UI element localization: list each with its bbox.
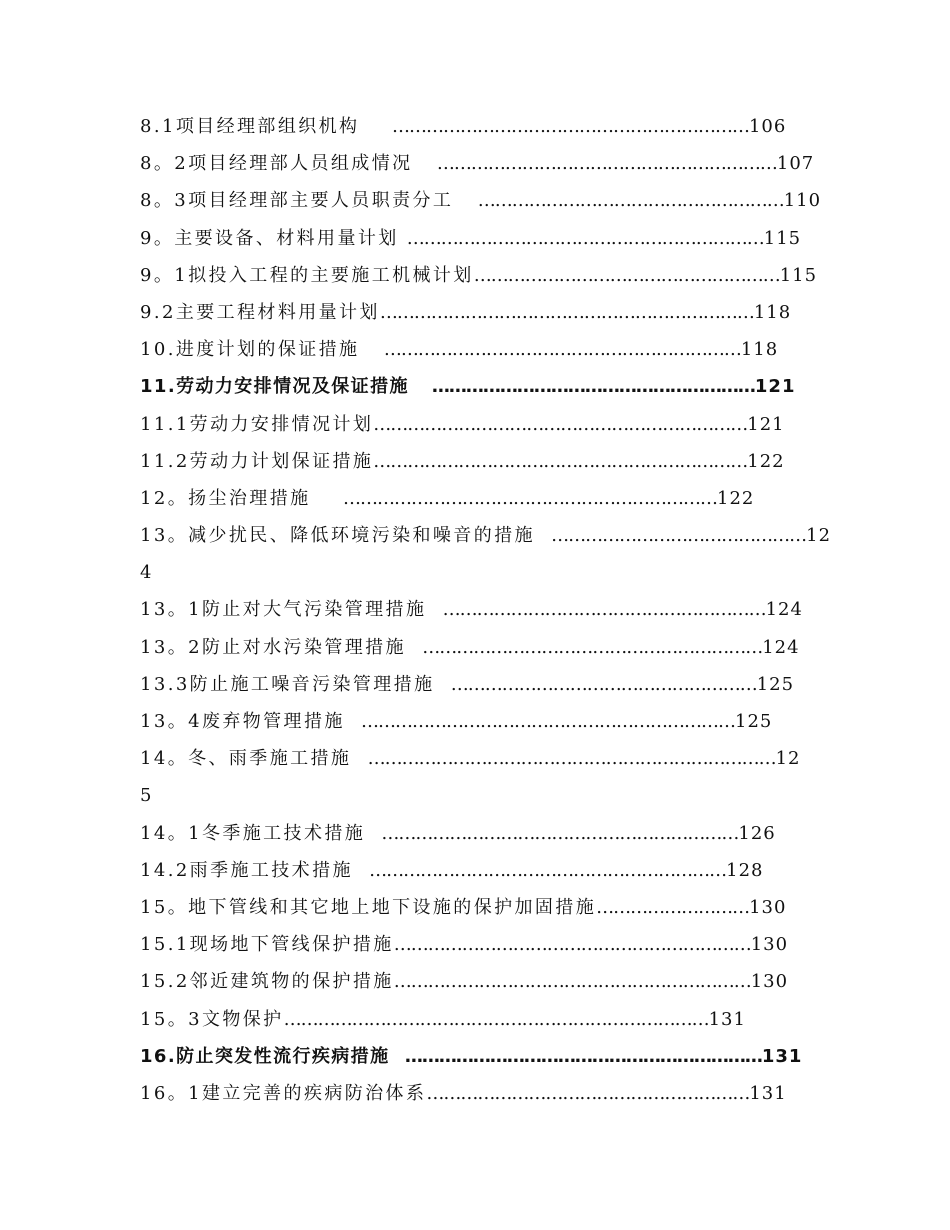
toc-entry-title: 13.3防止施工噪音污染管理措施 [140,673,435,695]
toc-entry-page-number: 12 [775,748,801,770]
toc-entry[interactable] [140,852,840,889]
toc-entry[interactable] [140,889,840,926]
toc-entry-gap [359,339,383,360]
toc-entry-page-number: 130 [749,896,787,918]
toc-entry-leader-dots: ……………………………………………………… [381,822,739,844]
toc-entry-leader-dots: ……………………… [596,896,750,918]
toc-entry-leader-dots: ………………………………………………………… [373,450,748,472]
toc-entry-page-number: 122 [717,487,755,509]
toc-entry-page-number: 115 [779,264,818,286]
toc-entry-title: 8。2项目经理部人员组成情况 [140,153,413,175]
toc-entry-page-number: 118 [753,301,792,323]
toc-entry[interactable] [140,591,840,628]
toc-entry-page-number: 131 [708,1008,746,1030]
toc-entry-gap [359,116,392,137]
toc-entry-page-number: 110 [783,190,822,212]
toc-entry-leader-dots: ……………………………………………………… [369,859,727,881]
toc-entry[interactable] [140,554,840,591]
toc-entry-title: 9。主要设备、材料用量计划 [140,227,399,249]
toc-entry-page-number: 131 [761,1045,803,1067]
toc-entry[interactable] [140,294,840,331]
toc-entry[interactable] [140,740,840,777]
toc-entry-leader-dots: ……………………………………………………… [393,934,751,956]
toc-entry-page-number: 126 [738,822,776,844]
toc-entry-title: 13。减少扰民、降低环境污染和噪音的措施 [140,525,535,547]
toc-entry-page-number: 130 [750,934,789,956]
toc-entry-leader-dots: ……………………………………………… [450,673,757,695]
toc-entry[interactable] [140,517,840,554]
toc-entry[interactable] [140,1038,840,1075]
toc-entry[interactable] [140,406,840,443]
toc-entry-title: 8。3项目经理部主要人员职责分工 [140,190,454,212]
toc-entry-gap [406,637,422,658]
toc-entry-page-number: 125 [756,673,795,695]
toc-entry-leader-dots: ………………………………………………… [431,376,755,398]
toc-entry-leader-dots: …………………………………………………… [422,636,763,658]
toc-entry-leader-dots: ………………………………………………………… [373,413,748,435]
toc-entry-page-number: 107 [776,153,815,175]
toc-entry-page-number: 12 [806,525,832,547]
toc-entry[interactable] [140,182,840,219]
toc-entry-gap [409,376,432,397]
toc-entry[interactable] [140,108,840,145]
toc-entry[interactable] [140,703,840,740]
toc-entry-title: 14.2雨季施工技术措施 [140,859,353,881]
toc-entry-leader-dots: ………………………………………………………… [343,487,718,509]
toc-entry-title: 15.1现场地下管线保护措施 [140,934,394,956]
toc-entry-title: 15。3文物保护 [140,1008,284,1030]
toc-entry-title: 13。4废弃物管理措施 [140,711,345,732]
toc-entry-leader-dots: ……………………………………………… [477,190,784,212]
toc-entry-title: 16.防止突发性流行疾病措施 [140,1045,390,1067]
toc-entry[interactable] [140,629,840,666]
toc-entry-page-number: 128 [726,859,764,881]
toc-entry-gap [365,823,381,844]
toc-entry-gap [345,711,361,732]
toc-entry-title: 14。冬、雨季施工措施 [140,748,352,770]
toc-entry-title: 10.进度计划的保证措施 [140,339,360,361]
toc-entry-gap [353,860,369,881]
toc-entry-page-number: 106 [748,116,787,137]
toc-entry-leader-dots: ……………………………………………… [473,264,780,286]
toc-entry-page-number: 124 [762,636,800,658]
toc-entry-title: 16。1建立完善的疾病防治体系 [140,1082,427,1104]
toc-entry-page-number: 122 [747,450,785,472]
toc-entry-leader-dots: ………………………………………………………… [361,711,736,732]
toc-entry[interactable] [140,926,840,963]
toc-entry-gap [390,1046,405,1067]
toc-entry-title: 5 [140,785,154,807]
toc-entry-title: 4 [140,562,154,584]
toc-entry-leader-dots: ………………………………………………………………… [283,1008,709,1030]
toc-entry-leader-dots: ……………………………………………………………… [367,748,776,770]
toc-entry-page-number: 124 [765,599,803,621]
toc-entry-title: 13。1防止对大气污染管理措施 [140,599,427,621]
toc-entry[interactable] [140,480,840,517]
toc-entry[interactable] [140,220,840,257]
toc-entry-leader-dots: ………………………………………………………… [379,301,754,323]
toc-entry-leader-dots: ……………………………………………………… [383,339,741,361]
toc-entry[interactable] [140,666,840,703]
toc-entry-page-number: 115 [763,227,802,249]
toc-entry-gap [426,599,442,620]
toc-entry-title: 14。1冬季施工技术措施 [140,822,366,844]
toc-entry-gap [413,153,437,174]
toc-entry-page-number: 130 [750,971,789,993]
toc-entry-leader-dots: ……………………………………… [551,525,807,547]
toc-entry[interactable] [140,257,840,294]
toc-entry-gap [311,488,344,509]
toc-entry[interactable] [140,777,840,814]
toc-entry-page-number: 131 [749,1082,787,1104]
toc-entry-leader-dots: …………………………………………………… [436,153,777,175]
toc-entry-page-number: 121 [747,413,785,435]
toc-entry-page-number: 125 [735,711,773,732]
toc-entry[interactable] [140,1001,840,1038]
toc-entry[interactable] [140,443,840,480]
toc-entry-title: 8.1项目经理部组织机构 [140,116,360,137]
toc-entry-gap [453,190,477,211]
toc-entry-title: 9.2主要工程材料用量计划 [140,301,380,323]
toc-entry-leader-dots: ………………………………………………… [426,1082,750,1104]
toc-entry[interactable] [140,815,840,852]
toc-entry-leader-dots: ……………………………………………………… [393,971,751,993]
toc-entry[interactable] [140,331,840,368]
toc-entry-title: 11.劳动力安排情况及保证措施 [140,376,409,398]
toc-entry-gap [351,748,367,769]
toc-entry-leader-dots: ……………………………………………………… [391,116,749,137]
toc-entry-title: 12。扬尘治理措施 [140,487,311,509]
toc-entry[interactable] [140,963,840,1000]
toc-entry-leader-dots: ………………………………………………… [442,599,766,621]
toc-entry-gap [535,525,551,546]
toc-entry-leader-dots: ……………………………………………………… [406,227,764,249]
toc-entry-gap [399,228,407,249]
toc-entry-title: 15.2邻近建筑物的保护措施 [140,971,394,993]
toc-entry[interactable] [140,1075,840,1112]
toc-entry-title: 11.1劳动力安排情况计划 [140,413,374,435]
toc-entry-title: 11.2劳动力计划保证措施 [140,450,374,472]
toc-entry-title: 13。2防止对水污染管理措施 [140,636,406,658]
toc-entry-page-number: 118 [740,339,779,361]
table-of-contents [140,108,840,1112]
toc-entry-title: 15。地下管线和其它地上地下设施的保护加固措施 [140,896,597,918]
toc-entry-gap [434,674,450,695]
toc-entry-page-number: 121 [754,376,796,398]
toc-entry[interactable] [140,368,840,405]
toc-entry-title: 9。1拟投入工程的主要施工机械计划 [140,264,474,286]
toc-entry[interactable] [140,145,840,182]
toc-entry-leader-dots: ……………………………………………………… [404,1045,762,1067]
